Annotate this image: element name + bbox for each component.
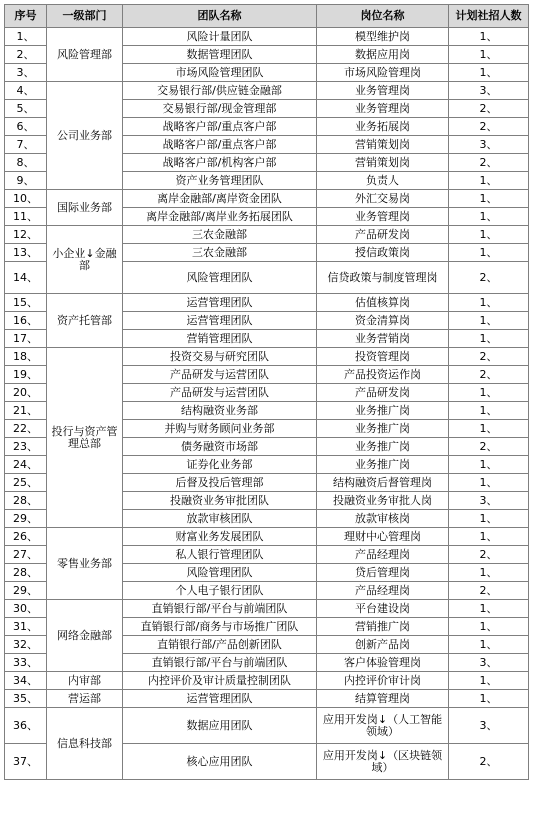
count-cell: 1、 xyxy=(449,28,529,46)
dept-cell: 网络金融部 xyxy=(47,600,123,672)
table-row xyxy=(5,348,529,366)
row-no: 30、 xyxy=(5,600,47,618)
team-cell: 直销银行部/平台与前端团队 xyxy=(123,600,317,618)
dept-cell: 风险管理部 xyxy=(47,28,123,82)
count-cell: 1、 xyxy=(449,46,529,64)
count-cell: 3、 xyxy=(449,654,529,672)
team-cell: 风险管理团队 xyxy=(123,564,317,582)
header-row xyxy=(5,5,529,28)
team-cell: 离岸金融部/离岸资金团队 xyxy=(123,190,317,208)
row-no: 29、 xyxy=(5,582,47,600)
count-cell: 1、 xyxy=(449,330,529,348)
position-cell: 平台建设岗 xyxy=(317,600,449,618)
team-cell: 运营管理团队 xyxy=(123,294,317,312)
dept-cell: 投行与资产管理总部 xyxy=(47,348,123,528)
row-no: 1、 xyxy=(5,28,47,46)
dept-cell: 内审部 xyxy=(47,672,123,690)
row-no: 21、 xyxy=(5,402,47,420)
table-row xyxy=(5,708,529,744)
row-no: 20、 xyxy=(5,384,47,402)
row-no: 13、 xyxy=(5,244,47,262)
count-cell: 1、 xyxy=(449,636,529,654)
header-count: 计划社招人数 xyxy=(449,5,529,28)
recruitment-table xyxy=(4,4,529,780)
dept-cell: 小企业↓金融部 xyxy=(47,226,123,294)
team-cell: 私人银行管理团队 xyxy=(123,546,317,564)
row-no: 28、 xyxy=(5,564,47,582)
row-no: 10、 xyxy=(5,190,47,208)
row-no: 17、 xyxy=(5,330,47,348)
count-cell: 1、 xyxy=(449,312,529,330)
position-cell: 产品研发岗 xyxy=(317,384,449,402)
count-cell: 1、 xyxy=(449,510,529,528)
position-cell: 估值核算岗 xyxy=(317,294,449,312)
team-cell: 数据应用团队 xyxy=(123,708,317,744)
count-cell: 1、 xyxy=(449,474,529,492)
position-cell: 结构融资后督管理岗 xyxy=(317,474,449,492)
position-cell: 业务拓展岗 xyxy=(317,118,449,136)
count-cell: 1、 xyxy=(449,64,529,82)
recruitment-table-container xyxy=(4,4,529,780)
count-cell: 2、 xyxy=(449,546,529,564)
position-cell: 数据应用岗 xyxy=(317,46,449,64)
table-row xyxy=(5,190,529,208)
row-no: 16、 xyxy=(5,312,47,330)
position-cell: 模型维护岗 xyxy=(317,28,449,46)
team-cell: 证券化业务部 xyxy=(123,456,317,474)
count-cell: 1、 xyxy=(449,226,529,244)
row-no: 8、 xyxy=(5,154,47,172)
team-cell: 个人电子银行团队 xyxy=(123,582,317,600)
dept-cell: 公司业务部 xyxy=(47,82,123,190)
row-no: 2、 xyxy=(5,46,47,64)
team-cell: 并购与财务顾问业务部 xyxy=(123,420,317,438)
count-cell: 1、 xyxy=(449,690,529,708)
count-cell: 1、 xyxy=(449,672,529,690)
count-cell: 1、 xyxy=(449,528,529,546)
team-cell: 交易银行部/现金管理部 xyxy=(123,100,317,118)
position-cell: 资金清算岗 xyxy=(317,312,449,330)
position-cell: 市场风险管理岗 xyxy=(317,64,449,82)
row-no: 24、 xyxy=(5,456,47,474)
dept-cell: 国际业务部 xyxy=(47,190,123,226)
position-cell: 贷后管理岗 xyxy=(317,564,449,582)
count-cell: 2、 xyxy=(449,744,529,780)
table-row xyxy=(5,600,529,618)
count-cell: 3、 xyxy=(449,82,529,100)
row-no: 25、 xyxy=(5,474,47,492)
team-cell: 资产业务管理团队 xyxy=(123,172,317,190)
count-cell: 3、 xyxy=(449,492,529,510)
position-cell: 产品经理岗 xyxy=(317,582,449,600)
position-cell: 业务推广岗 xyxy=(317,438,449,456)
team-cell: 直销银行部/商务与市场推广团队 xyxy=(123,618,317,636)
team-cell: 营销管理团队 xyxy=(123,330,317,348)
position-cell: 理财中心管理岗 xyxy=(317,528,449,546)
count-cell: 2、 xyxy=(449,438,529,456)
team-cell: 交易银行部/供应链金融部 xyxy=(123,82,317,100)
position-cell: 产品研发岗 xyxy=(317,226,449,244)
position-cell: 投资管理岗 xyxy=(317,348,449,366)
row-no: 34、 xyxy=(5,672,47,690)
row-no: 14、 xyxy=(5,262,47,294)
table-row xyxy=(5,690,529,708)
team-cell: 直销银行部/产品创新团队 xyxy=(123,636,317,654)
row-no: 3、 xyxy=(5,64,47,82)
team-cell: 结构融资业务部 xyxy=(123,402,317,420)
count-cell: 3、 xyxy=(449,708,529,744)
row-no: 12、 xyxy=(5,226,47,244)
count-cell: 1、 xyxy=(449,456,529,474)
row-no: 5、 xyxy=(5,100,47,118)
row-no: 27、 xyxy=(5,546,47,564)
team-cell: 债务融资市场部 xyxy=(123,438,317,456)
position-cell: 负责人 xyxy=(317,172,449,190)
dept-cell: 营运部 xyxy=(47,690,123,708)
team-cell: 产品研发与运营团队 xyxy=(123,366,317,384)
position-cell: 放款审核岗 xyxy=(317,510,449,528)
row-no: 23、 xyxy=(5,438,47,456)
count-cell: 2、 xyxy=(449,262,529,294)
dept-cell: 零售业务部 xyxy=(47,528,123,600)
dept-cell: 资产托管部 xyxy=(47,294,123,348)
count-cell: 1、 xyxy=(449,564,529,582)
team-cell: 放款审核团队 xyxy=(123,510,317,528)
header-dept: 一级部门 xyxy=(47,5,123,28)
team-cell: 风险管理团队 xyxy=(123,262,317,294)
table-row xyxy=(5,294,529,312)
row-no: 15、 xyxy=(5,294,47,312)
count-cell: 1、 xyxy=(449,294,529,312)
row-no: 7、 xyxy=(5,136,47,154)
position-cell: 创新产品岗 xyxy=(317,636,449,654)
table-row xyxy=(5,82,529,100)
count-cell: 3、 xyxy=(449,136,529,154)
count-cell: 1、 xyxy=(449,384,529,402)
position-cell: 业务推广岗 xyxy=(317,420,449,438)
header-no: 序号 xyxy=(5,5,47,28)
position-cell: 业务管理岗 xyxy=(317,82,449,100)
count-cell: 2、 xyxy=(449,348,529,366)
team-cell: 运营管理团队 xyxy=(123,312,317,330)
position-cell: 信贷政策与制度管理岗 xyxy=(317,262,449,294)
position-cell: 业务管理岗 xyxy=(317,208,449,226)
position-cell: 外汇交易岗 xyxy=(317,190,449,208)
count-cell: 1、 xyxy=(449,208,529,226)
row-no: 31、 xyxy=(5,618,47,636)
count-cell: 1、 xyxy=(449,402,529,420)
row-no: 29、 xyxy=(5,510,47,528)
position-cell: 投融资业务审批人岗 xyxy=(317,492,449,510)
row-no: 36、 xyxy=(5,708,47,744)
team-cell: 战略客户部/重点客户部 xyxy=(123,136,317,154)
table-row xyxy=(5,226,529,244)
table-row xyxy=(5,528,529,546)
position-cell: 内控评价审计岗 xyxy=(317,672,449,690)
row-no: 19、 xyxy=(5,366,47,384)
dept-cell: 信息科技部 xyxy=(47,708,123,780)
team-cell: 三农金融部 xyxy=(123,226,317,244)
row-no: 18、 xyxy=(5,348,47,366)
row-no: 6、 xyxy=(5,118,47,136)
position-cell: 应用开发岗↓（人工智能领域） xyxy=(317,708,449,744)
team-cell: 投资交易与研究团队 xyxy=(123,348,317,366)
position-cell: 产品经理岗 xyxy=(317,546,449,564)
row-no: 35、 xyxy=(5,690,47,708)
count-cell: 1、 xyxy=(449,618,529,636)
row-no: 28、 xyxy=(5,492,47,510)
row-no: 37、 xyxy=(5,744,47,780)
position-cell: 业务推广岗 xyxy=(317,456,449,474)
team-cell: 市场风险管理团队 xyxy=(123,64,317,82)
header-team: 团队名称 xyxy=(123,5,317,28)
row-no: 4、 xyxy=(5,82,47,100)
count-cell: 1、 xyxy=(449,190,529,208)
count-cell: 2、 xyxy=(449,118,529,136)
team-cell: 战略客户部/重点客户部 xyxy=(123,118,317,136)
count-cell: 2、 xyxy=(449,100,529,118)
team-cell: 内控评价及审计质量控制团队 xyxy=(123,672,317,690)
team-cell: 风险计量团队 xyxy=(123,28,317,46)
team-cell: 财富业务发展团队 xyxy=(123,528,317,546)
position-cell: 业务管理岗 xyxy=(317,100,449,118)
position-cell: 营销推广岗 xyxy=(317,618,449,636)
row-no: 26、 xyxy=(5,528,47,546)
table-row xyxy=(5,28,529,46)
count-cell: 1、 xyxy=(449,172,529,190)
count-cell: 2、 xyxy=(449,154,529,172)
row-no: 9、 xyxy=(5,172,47,190)
position-cell: 应用开发岗↓（区块链领域） xyxy=(317,744,449,780)
table-row xyxy=(5,672,529,690)
row-no: 32、 xyxy=(5,636,47,654)
count-cell: 1、 xyxy=(449,600,529,618)
position-cell: 客户体验管理岗 xyxy=(317,654,449,672)
team-cell: 数据管理团队 xyxy=(123,46,317,64)
team-cell: 战略客户部/机构客户部 xyxy=(123,154,317,172)
row-no: 11、 xyxy=(5,208,47,226)
position-cell: 授信政策岗 xyxy=(317,244,449,262)
team-cell: 核心应用团队 xyxy=(123,744,317,780)
team-cell: 三农金融部 xyxy=(123,244,317,262)
position-cell: 业务推广岗 xyxy=(317,402,449,420)
team-cell: 产品研发与运营团队 xyxy=(123,384,317,402)
count-cell: 2、 xyxy=(449,582,529,600)
team-cell: 离岸金融部/离岸业务拓展团队 xyxy=(123,208,317,226)
count-cell: 2、 xyxy=(449,366,529,384)
count-cell: 1、 xyxy=(449,244,529,262)
row-no: 22、 xyxy=(5,420,47,438)
team-cell: 投融资业务审批团队 xyxy=(123,492,317,510)
team-cell: 后督及投后管理部 xyxy=(123,474,317,492)
team-cell: 直销银行部/平台与前端团队 xyxy=(123,654,317,672)
team-cell: 运营管理团队 xyxy=(123,690,317,708)
position-cell: 结算管理岗 xyxy=(317,690,449,708)
header-position: 岗位名称 xyxy=(317,5,449,28)
position-cell: 业务营销岗 xyxy=(317,330,449,348)
position-cell: 营销策划岗 xyxy=(317,136,449,154)
row-no: 33、 xyxy=(5,654,47,672)
position-cell: 营销策划岗 xyxy=(317,154,449,172)
count-cell: 1、 xyxy=(449,420,529,438)
position-cell: 产品投资运作岗 xyxy=(317,366,449,384)
